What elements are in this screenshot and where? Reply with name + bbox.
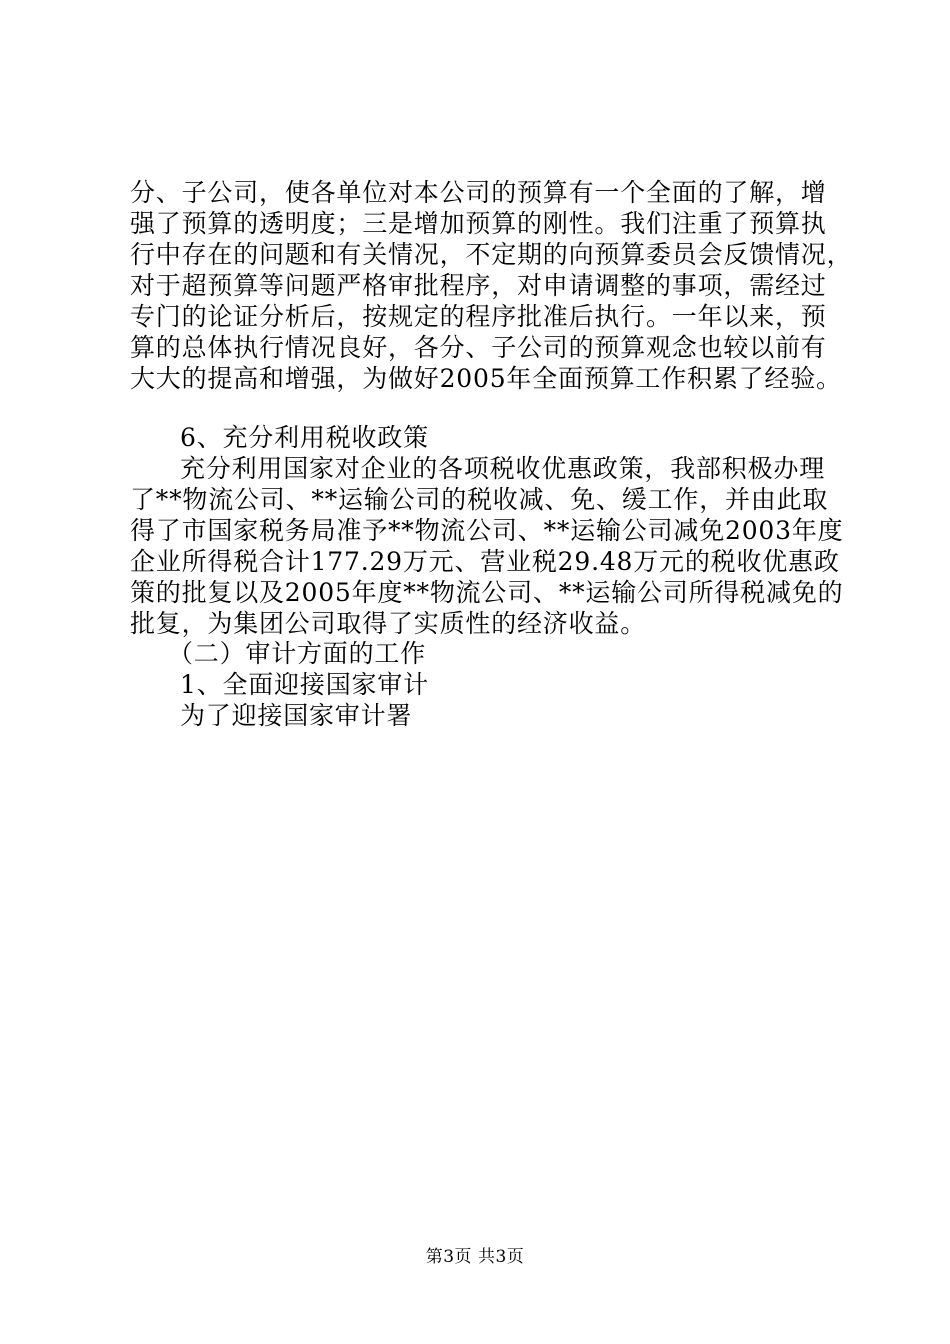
paragraph-1-line-5: 专门的论证分析后，按规定的程序批准后执行。一年以来，预 [130, 302, 827, 331]
paragraph-2-line-3: 得了市国家税务局准予**物流公司、**运输公司减免2003年度 [130, 516, 844, 545]
page-footer: 第3页 共3页 [425, 1247, 525, 1267]
paragraph-2-line-5: 策的批复以及2005年度**物流公司、**运输公司所得税减免的 [130, 578, 844, 607]
paragraph-1-line-4: 对于超预算等问题严格审批程序，对申请调整的事项，需经过 [130, 271, 827, 300]
paragraph-2-line-1: 充分利用国家对企业的各项税收优惠政策，我部积极办理 [180, 454, 826, 483]
paragraph-2-line-2: 了**物流公司、**运输公司的税收减、免、缓工作，并由此取 [130, 485, 829, 514]
paragraph-1-line-2: 强了预算的透明度；三是增加预算的刚性。我们注重了预算执 [130, 209, 827, 238]
paragraph-2-line-4: 企业所得税合计177.29万元、营业税29.48万元的税收优惠政 [130, 547, 840, 576]
paragraph-3: 为了迎接国家审计署 [180, 701, 413, 730]
paragraph-1-line-6: 算的总体执行情况良好，各分、子公司的预算观念也较以前有 [130, 333, 827, 362]
paragraph-1-line-7: 大大的提高和增强，为做好2005年全面预算工作积累了经验。 [130, 364, 842, 393]
section-2-heading: （二）审计方面的工作 [168, 639, 427, 668]
paragraph-1-line-3: 行中存在的问题和有关情况，不定期的向预算委员会反馈情况， [130, 240, 853, 269]
paragraph-1-line-1: 分、子公司，使各单位对本公司的预算有一个全面的了解，增 [130, 178, 827, 207]
heading-1: 1、全面迎接国家审计 [180, 670, 429, 699]
heading-6: 6、充分利用税收政策 [180, 423, 429, 452]
paragraph-2-line-6: 批复，为集团公司取得了实质性的经济收益。 [130, 609, 647, 638]
